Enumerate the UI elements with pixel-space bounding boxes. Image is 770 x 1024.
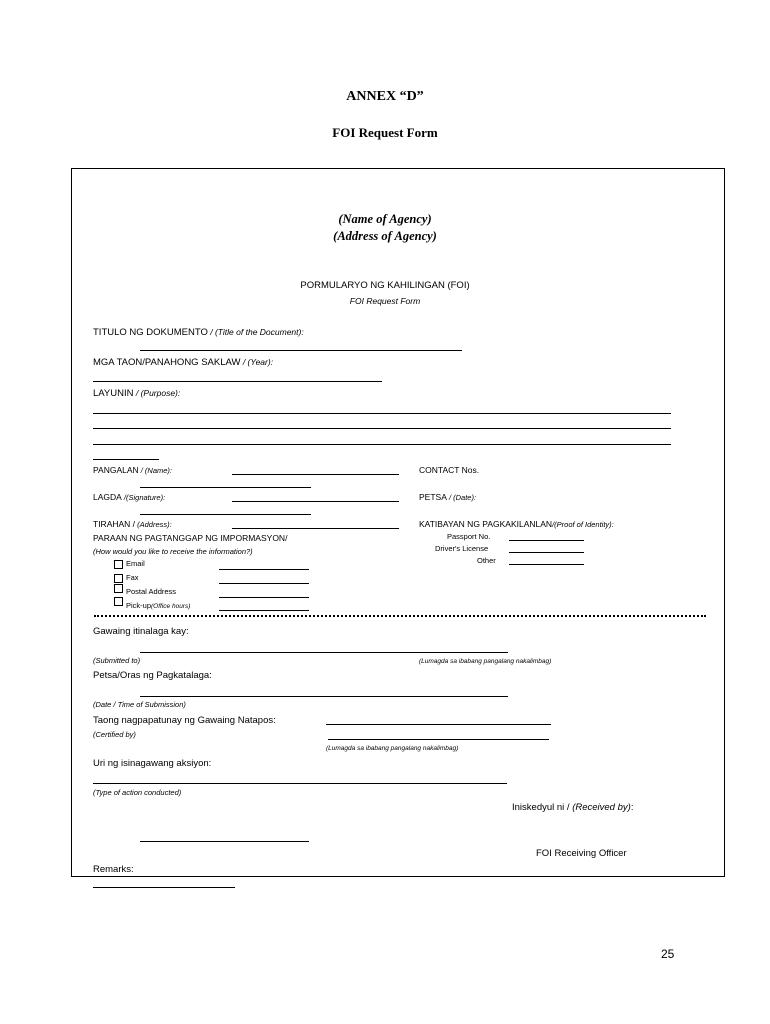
pickup-input-line[interactable] xyxy=(219,610,309,611)
purpose-field-label xyxy=(93,388,180,399)
purpose-line-1[interactable] xyxy=(93,413,671,414)
form-title: FOI Request Form xyxy=(332,125,438,140)
submitted-to-label: (Submitted to) xyxy=(93,656,141,665)
remarks-input-line[interactable] xyxy=(93,887,235,888)
form-heading-english: FOI Request Form xyxy=(349,296,421,306)
annex-title: ANNEX “D” xyxy=(346,89,424,104)
date-time-label: Petsa/Oras ng Pagkatalaga: xyxy=(93,670,212,681)
identity-field-label xyxy=(419,519,614,529)
identity-label-en: /(Proof of Identity): xyxy=(552,520,614,529)
certified-by-label: Taong nagpapatunay ng Gawaing Natapos: xyxy=(93,715,276,726)
email-checkbox[interactable] xyxy=(114,560,123,569)
agency-address: (Address of Agency) xyxy=(333,229,437,243)
date-time-input-line[interactable] xyxy=(140,696,508,697)
postal-input-line[interactable] xyxy=(219,597,309,598)
separator-dotted-line xyxy=(94,615,706,617)
year-label-en: / (Year): xyxy=(240,357,274,367)
name-label-fil: PANGALAN xyxy=(93,465,139,475)
sign-over-name-note-1: (Lumagda sa ibabang pangalang nakalimbag) xyxy=(419,658,552,665)
postal-option-label: Postal Address xyxy=(126,587,177,596)
title-field-label xyxy=(93,327,304,338)
passport-label: Passport No. xyxy=(447,532,491,541)
sign-over-name-note-2: (Lumagda sa ibabang pangalang nakalimbag) xyxy=(326,745,459,752)
received-by-en: (Received by) xyxy=(569,802,631,813)
received-by-sign-line[interactable] xyxy=(140,841,309,842)
pickup-label: Pick-up xyxy=(126,601,152,610)
drivers-license-input-line[interactable] xyxy=(509,552,584,553)
name-field-label xyxy=(93,465,172,475)
signature-label-fil: LAGDA xyxy=(93,492,122,502)
certified-by-input-line[interactable] xyxy=(326,724,551,725)
date-field-label xyxy=(419,492,476,502)
pickup-note: (Office hours) xyxy=(151,603,191,610)
other-id-input-line[interactable] xyxy=(509,564,584,565)
certified-by-en-label: (Certified by) xyxy=(93,730,136,739)
assigned-to-input-line[interactable] xyxy=(140,652,508,653)
fax-option-label: Fax xyxy=(126,573,139,582)
pickup-option-label xyxy=(126,601,190,610)
title-label-fil: TITULO NG DOKUMENTO xyxy=(93,327,208,338)
name-input-line[interactable] xyxy=(232,474,399,475)
receive-method-label: PARAAN NG PAGTANGGAP NG IMPORMASYON/ xyxy=(93,533,288,543)
page-number: 25 xyxy=(661,947,675,961)
assigned-to-label: Gawaing itinalaga kay: xyxy=(93,626,189,637)
received-by-fil: Iniskedyul ni / xyxy=(512,802,570,813)
remarks-label: Remarks: xyxy=(93,864,134,875)
name-label-en: / (Name): xyxy=(138,466,173,475)
address-label-en: (Address): xyxy=(135,520,172,529)
year-label-fil: MGA TAON/PANAHONG SAKLAW xyxy=(93,357,241,368)
postal-checkbox[interactable] xyxy=(114,584,123,593)
purpose-line-2[interactable] xyxy=(93,428,671,429)
title-label-en: / (Title of the Document): xyxy=(207,327,304,337)
fax-input-line[interactable] xyxy=(219,583,309,584)
signature-input-line[interactable] xyxy=(232,501,399,502)
action-type-input-line[interactable] xyxy=(93,783,507,784)
signature-label-en: /(Signature): xyxy=(121,493,166,502)
contact-label: CONTACT Nos. xyxy=(419,465,480,475)
date-time-en-label: (Date / Time of Submission) xyxy=(93,700,186,709)
passport-input-line[interactable] xyxy=(509,540,584,541)
address-field-label xyxy=(93,519,172,529)
date-label-fil: PETSA xyxy=(419,492,447,502)
purpose-line-3[interactable] xyxy=(93,444,671,445)
name-sub-line[interactable] xyxy=(140,487,311,488)
received-by-label xyxy=(512,802,633,813)
signature-sub-line[interactable] xyxy=(140,514,311,515)
purpose-label-fil: LAYUNIN xyxy=(93,388,134,399)
year-input-line[interactable] xyxy=(93,381,382,382)
drivers-license-label: Driver's License xyxy=(435,544,489,553)
address-input-line[interactable] xyxy=(232,528,399,529)
email-option-label: Email xyxy=(126,559,145,568)
receiving-officer-label: FOI Receiving Officer xyxy=(536,848,627,859)
receive-method-en: (How would you like to receive the information?) xyxy=(93,547,253,556)
date-label-en: / (Date): xyxy=(446,493,477,502)
signature-field-label xyxy=(93,492,165,502)
year-field-label xyxy=(93,357,273,368)
address-label-fil: TIRAHAN / xyxy=(93,519,136,529)
action-type-en-label: (Type of action conducted) xyxy=(93,788,182,797)
action-type-label: Uri ng isinagawang aksiyon: xyxy=(93,758,212,769)
fax-checkbox[interactable] xyxy=(114,574,123,583)
certified-by-sign-line[interactable] xyxy=(328,739,549,740)
purpose-line-4[interactable] xyxy=(93,459,159,460)
purpose-label-en: / (Purpose): xyxy=(133,388,181,398)
title-input-line[interactable] xyxy=(140,350,462,351)
email-input-line[interactable] xyxy=(219,569,309,570)
agency-name: (Name of Agency) xyxy=(338,212,432,226)
pickup-checkbox[interactable] xyxy=(114,597,123,606)
form-heading-filipino: PORMULARYO NG KAHILINGAN (FOI) xyxy=(300,280,470,291)
received-by-colon: : xyxy=(630,802,634,813)
other-id-label: Other xyxy=(477,556,496,565)
identity-label-fil: KATIBAYAN NG PAGKAKILANLAN xyxy=(419,519,553,529)
